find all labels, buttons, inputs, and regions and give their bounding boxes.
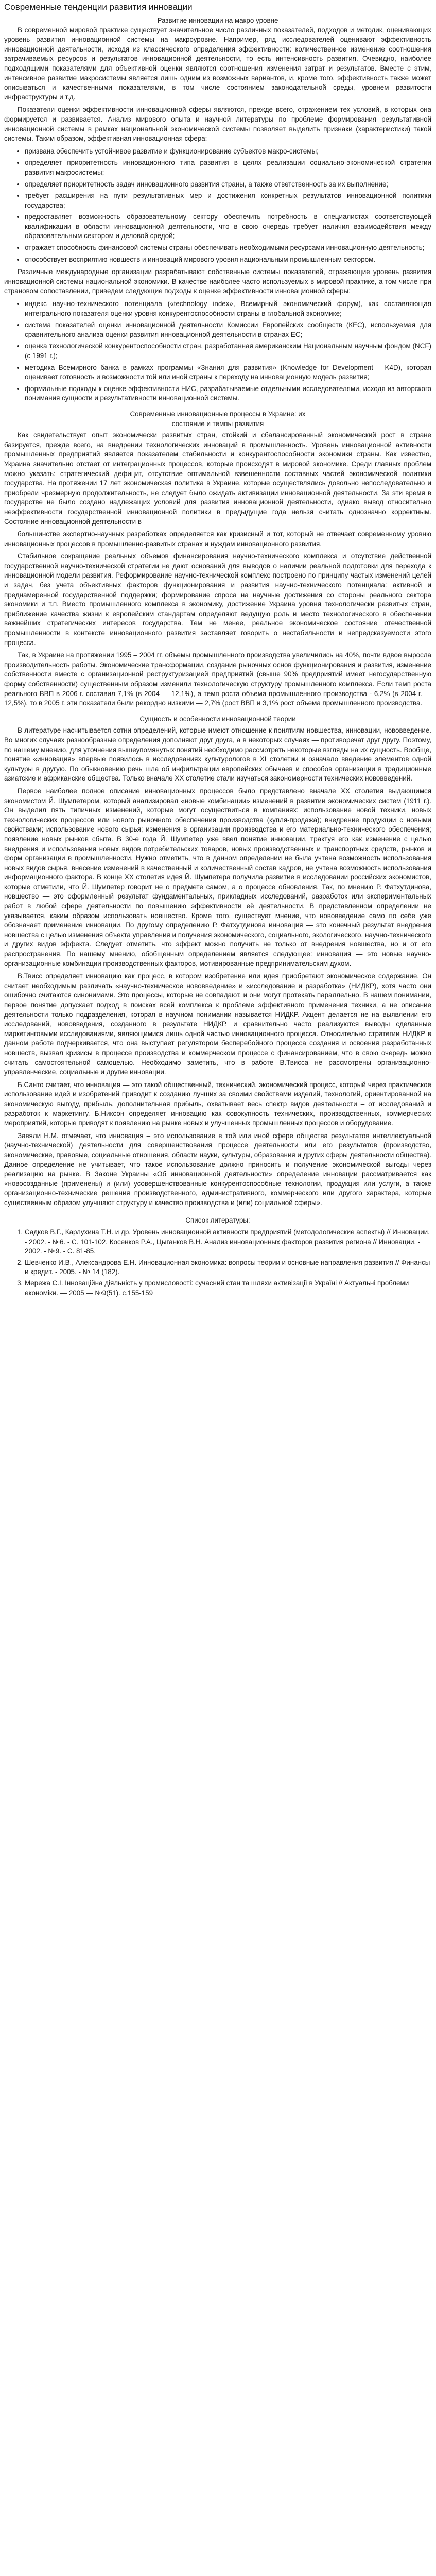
paragraph: В современной мировой практике существует значительное число различных показателей, подходов и методик, оценивающих уровень развития инновационной системы на макроуровне. Например, ряд исследователей оценивают эффективность инновационной деятельности, исходя из классического определения эффективности: количественное изменение соотношения затрачиваемых ресурсов и результатов инновационной деятельности, то есть интенсивность развития. Очевидно, наиболее подходящими показателями для объективной оценки являются соотношения изменения затрат и результатов. Вместе с этим, интенсивное развитие макросистемы является лишь одним из возможных вариантов, и, кроме того, эффективность также может описываться и качественными показателями, в том числе состоянием законодательной среды, уровнем развитости инфраструктуры и т.д. xyxy=(4,26,431,101)
article xyxy=(0,2,436,1303)
paragraph: Б.Санто считает, что инновация — это такой общественный, технический, экономический процесс, который через практическое использование идей и изобретений приводит к созданию лучших за своими свойствами изделий, технологий, ориентированной на экономическую выгоду, прибыль, дополнительная прибыль, охватывает весь спектр видов деятельности – от исследований и разработок к маркетингу. Б.Никсон определяет инновацию как совокупность технических, производственных, коммерческих мероприятий, которые приводят к появлению на рынке новых и улучшенных промышленных процессов и оборудование. xyxy=(4,1080,431,1127)
list-item: • способствует восприятию новшеств и инноваций мирового уровня национальным промышленным сектором. xyxy=(25,255,431,265)
section-title-macro: Развитие инновации на макро уровне xyxy=(157,16,278,24)
list-item: • определяет приоритетность задач инновационного развития страны, а также ответственность за их выполнение; xyxy=(25,180,431,190)
criteria-list xyxy=(4,147,431,265)
list-item: • формальные подходы к оценке эффективности НИС, разрабатываемые отдельными исследователями, исходя из авторского понимания сущности и результативности инновационной системы. xyxy=(25,384,431,403)
list-item: • определяет приоритетность инновационного типа развития в целях реализации социально-экономической стратегии развития макросистемы; xyxy=(25,158,431,177)
list-item: • индекс научно-технического потенциала («technology index», Всемирный экономический форум), как составляющая интегрального показателя оценки уровня конкурентоспособности страны в глобальной экономике; xyxy=(25,299,431,318)
paragraph: Различные международные организации разрабатывают собственные системы показателей, отражающие уровень развития инновационной системы национальной экономики. В качестве наиболее часто используемых в мировой практике, а том числе при страновом сопоставлении, приведем следующие подходы к оценке эффективности инновационной сферы: xyxy=(4,268,431,295)
paragraph: Как свидетельствует опыт экономически развитых стран, стойкий и сбалансированный экономический рост в стране базируется, прежде всего, на внедрении технологических инноваций в промышленность. Уровень инновационной активности промышленных предприятий является показателем стабильности и конкурентоспособности экономики страны. Как известно, Украина значительно отстает от интеграционных процессов, которые происходят в мировой экономике. Среди главных проблем можно указать: стратегический дефицит, отсутствие оптимальной взвешенности составных частей экономической политики государства. На протяжении 17 лет экономическая политика в Украине, которые осуществлялись довольно непоследовательно и приобрели чрезмерную продолжительность, не следует было ожидать активизации инновационной деятельности. За эти время в государстве не было создано надлежащих условий для развития инновационной деятельности, однако вывод относительно неэффективности государственной инновационной политики в предыдущие года нельзя считать однозначно корректным. Состояние инновационной деятельности в xyxy=(4,431,431,526)
approaches-list xyxy=(4,299,431,403)
paragraph: большинстве экспертно-научных разработках определяется как кризисный и тот, который не отвечает современному уровню инновационных процессов в промышленно-развитых странах и нуждам инновационного развития. xyxy=(4,530,431,548)
page-title: Современные тенденции развития инновации xyxy=(4,2,193,12)
paragraph: Так, в Украине на протяжении 1995 – 2004 гг. объемы промышленного производства увеличились на 40%, почти вдвое выросла производительность работы. Экономические трансформации, создание рыночных основ функционирования и развития, изменение собственности вместе с организационной реструктуризацией предприятий (свыше 90% предприятий имеет негосударственную форму собственности) существенным образом изменили технологическую структуру промышленного комплекса. Если темп роста реального ВВП в 2006 г. составил 7,1% (в 2004 — 12,1%), а темп роста объема промышленного производства - 6,2% (в 2004 г. — 12,5%), то в 2005 г. эти показатели были рекордно низкими — 2,7% (рост ВВП и 3,1% рост объема промышленного производства. xyxy=(4,651,431,707)
paragraph: Завяли Н.М. отмечает, что инновация – это использование в той или иной сфере общества результатов интеллектуальной (научно-технической) деятельности для совершенствования процессе деятельности или его результатов (производство, экономические, правовые, социальные отношения, области науки, культуры, образования и других сферы деятельности общества). Данное определение не учитывает, что такое использование должно приносить и получение экономической выгоды через реализацию на рынке. В Законе Украины «Об инновационной деятельности» определение инновации рассматривается как «новосозданные (применены) и (или) усовершенствованные конкурентоспособные технологии, продукция или услуги, а также организационно-технические решения производственного, административного, коммерческого или другого характера, которые существенным образом улучшают структуру и качество производства и (или) социальной сферы». xyxy=(4,1131,431,1207)
section-title-ukraine: Современные инновационные процессы в Украине: их состояние и темпы развития xyxy=(130,410,306,428)
paragraph: Стабильное сокращение реальных объемов финансирования научно-технического комплекса и отсутствие действенной государственной научно-технической стратегии не дают оснований для выводов о наличии реальной подготовки для перехода к инновационной модели развития. Реформирование научно-технической комплекс построено по принципу частых изменений целей и задач, без учета объективных факторов функционирования и развития научно-технического потенциала: активной и преднамеренной государственной поддержки; формирование спроса на научные достижения со стороны реального сектора экономики и т.п. Вместо промышленного комплекса в экономику, достижение Украина уровня технологически развитых стран, приближение качества жизни к европейским стандартам определяют ведущую роль и место технологического в обеспечении важнейших стратегических интересов государства. Тем не менее, реальное экономическое состояние отечественной промышленности в контексте инновационного развития заставляет говорить о нестабильности и непредсказуемости этого процесса. xyxy=(4,552,431,647)
paragraph: Первое наиболее полное описание инновационных процессов было представлено вначале XX столетия выдающимся экономистом Й. Шумпетером, который анализировал «новые комбинации» изменений в развитии экономических систем (1911 г.). Он выделил пять типичных изменений, которые могут осуществиться в компаниях: использование новой техники, новых технологических процессов или нового рыночного обеспечения производства (купля-продажа); внедрение продукции с новыми свойствами; использование нового сырья; изменения в организации производства и его материально-технического обеспечения; появление новых рынков сбыта. В 30-е года Й. Шумпетер уже ввел понятие инновации, трактуя его как изменение с целью внедрения и использования новых видов потребительских товаров, новых производственных и транспортных средств, рынков и форм организации в промышленности. Нужно отметить, что в данном определении не была учтена возможность использования новых видов сырья, внесение изменений в качественный и количественный состав кадров, не учтена возможность использования информационного фактора. В конце XX столетия идея Й. Шумпетера получила развитие в исследовании российских экономистов, которые отметили, что Й. Шумпетер говорит не о предмете самом, а о процессе обновления. Так, по мнению Р. Фатхутдинова, новшество — это оформленный результат фундаментальных, прикладных исследований, разработок или экспериментальных работ в любой сфере деятельности по повышению эффективности её деятельности. В представленном определении не указывается, каким образом использовать новшество. Кроме того, существует мнение, что нововведение само по себе уже обозначает применение инновации. По другому определению Р. Фатхутдинова инновация — это конечный результат внедрения новшества с целью изменения объекта управления и получения экономического, социального, экологического, научно-технического и других видов эффекта. Следует отметить, что эффект можно получить не только от внедрения новшества, но и от его распространения. По нашему мнению, обобщенным определением является следующее: инновация — это новые научно-организационные комбинации производственных факторов, мотивированные предпринимательским духом. xyxy=(4,787,431,968)
list-item: • система показателей оценки инновационной деятельности Комиссии Европейских сообществ (КЕС), используемая для сравнительного анализа оценки развития инновационной деятельности в странах ЕС; xyxy=(25,320,431,340)
list-item: • методика Всемирного банка в рамках программы «Знания для развития» (Knowledge for Development – K4D), которая оценивает готовность и возможности той или иной страны к переходу на инновационную модель развития; xyxy=(25,363,431,382)
list-item: • призвана обеспечить устойчивое развитие и функционирование субъектов макро-системы; xyxy=(25,147,431,157)
references-list xyxy=(4,1228,431,1298)
list-item: • требует расширения на пути результативных мер и достижения конкретных результатов инновационной политики государства; xyxy=(25,191,431,210)
references-title: Список литературы: xyxy=(185,1216,250,1225)
paragraph: Показатели оценки эффективности инновационной сферы являются, прежде всего, отражением тех условий, в которых она формируется и развивается. Анализ мирового опыта и научной литературы по проблеме формирования результативной инновационной системы в рамках национальной экономической системы позволяет выделить признаки (характеристики) такой системы. Таким образом, эффективная инновационная сфера: xyxy=(4,106,431,143)
reference-item: 1. Садков В.Г., Карлухина Т.Н. и др. Уровень инновационной активности предприятий (методологические аспекты) // Инновации. - 2002. - №6. - С. 101-102. Косенков Р.А., Цыганков В.Н. Анализ инновационных факторов развития региона // Инновации. - 2002. - №9. - С. 81-85. xyxy=(25,1228,431,1257)
reference-item: 3. Мережа С.І. Інноваційна діяльність у промисловості: сучасний стан та шляхи активізації в Україні // Актуальні проблеми економіки. — 2005 — №9(51). с.155-159 xyxy=(25,1279,431,1298)
paragraph: В.Твисс определяет инновацию как процесс, в котором изобретение или идея приобретают экономическое содержание. Он считает необходимым различать «научно-техническое нововведение» и «исследование и разработка» (НИДКР), хотя часто они ошибочно считаются синонимами. Это процессы, которые не совпадают, и они могут протекать параллельно. В нашем понимании, первое понятие допускает подход в поисках всей комплекса к проблеме эффективного применения техники, а не описание деятельности только подразделения, которая в научном понимании называется НИДКР. Акцент делается не на выявлении его исследований, нововведения, созданного в результате НИДКР, и сравнительно часто реализуются выводы сделанные маркетинговыми исследованиями, являющимися лишь одной частью инновационного процесса. Относительно стратегии НИДКР в данном работе подчеркивается, что она выступает регулятором бесперебойного процесса создания и освоения разработанных новшеств, вызвал кризисы в процессе производства и коммерческом процессе с финансированием, что в свою очередь можно считать самостоятельной самоцелью. Необходимо заметить, что в работе В.Твисса не рассмотрены организационно-управленческие, социальные и другие инновации. xyxy=(4,972,431,1076)
reference-item: 2. Шевченко И.В., Александрова Е.Н. Инновационная экономика: вопросы теории и основные направления развития // Финансы и кредит. - 2005. - № 14 (182). xyxy=(25,1258,431,1277)
list-item: • оценка технологической конкурентоспособности стран, разработанная американским Национальным научным фондом (NCF) (с 1991 г.); xyxy=(25,342,431,361)
list-item: • предоставляет возможность образовательному сектору обеспечить потребность в специалистах соответствующей квалификации в области инновационной деятельности, что в свою очередь требует наличия взаимодействия между образовательным сектором и деловой средой; xyxy=(25,212,431,241)
section-title-theory: Сущность и особенности инновационной теории xyxy=(139,715,296,723)
list-item: • отражает способность финансовой системы страны обеспечивать необходимыми ресурсами инновационную деятельность; xyxy=(25,243,431,253)
paragraph: В литературе насчитывается сотни определений, которые имеют отношение к понятиям новшества, инновации, нововведение. Во многих случаях разнообразные определения дополняют друг друга, а в некоторых случаях — противоречат друг другу. Поэтому, по нашему мнению, для уточнения вышеупомянутых понятий необходимо рассмотреть некоторые взгляды на их сущность. Вообще, понятие «инновация» впервые появилось в исследованиях культурологов в XI столетии и означало введение элементов одной культуры в другую. По обыкновению речь шла об инфильтрации европейских обычаев и способов организации в традиционные азиатские и африканские общества. Только вначале XX столетие стали изучаться закономерности технических нововведений. xyxy=(4,726,431,783)
